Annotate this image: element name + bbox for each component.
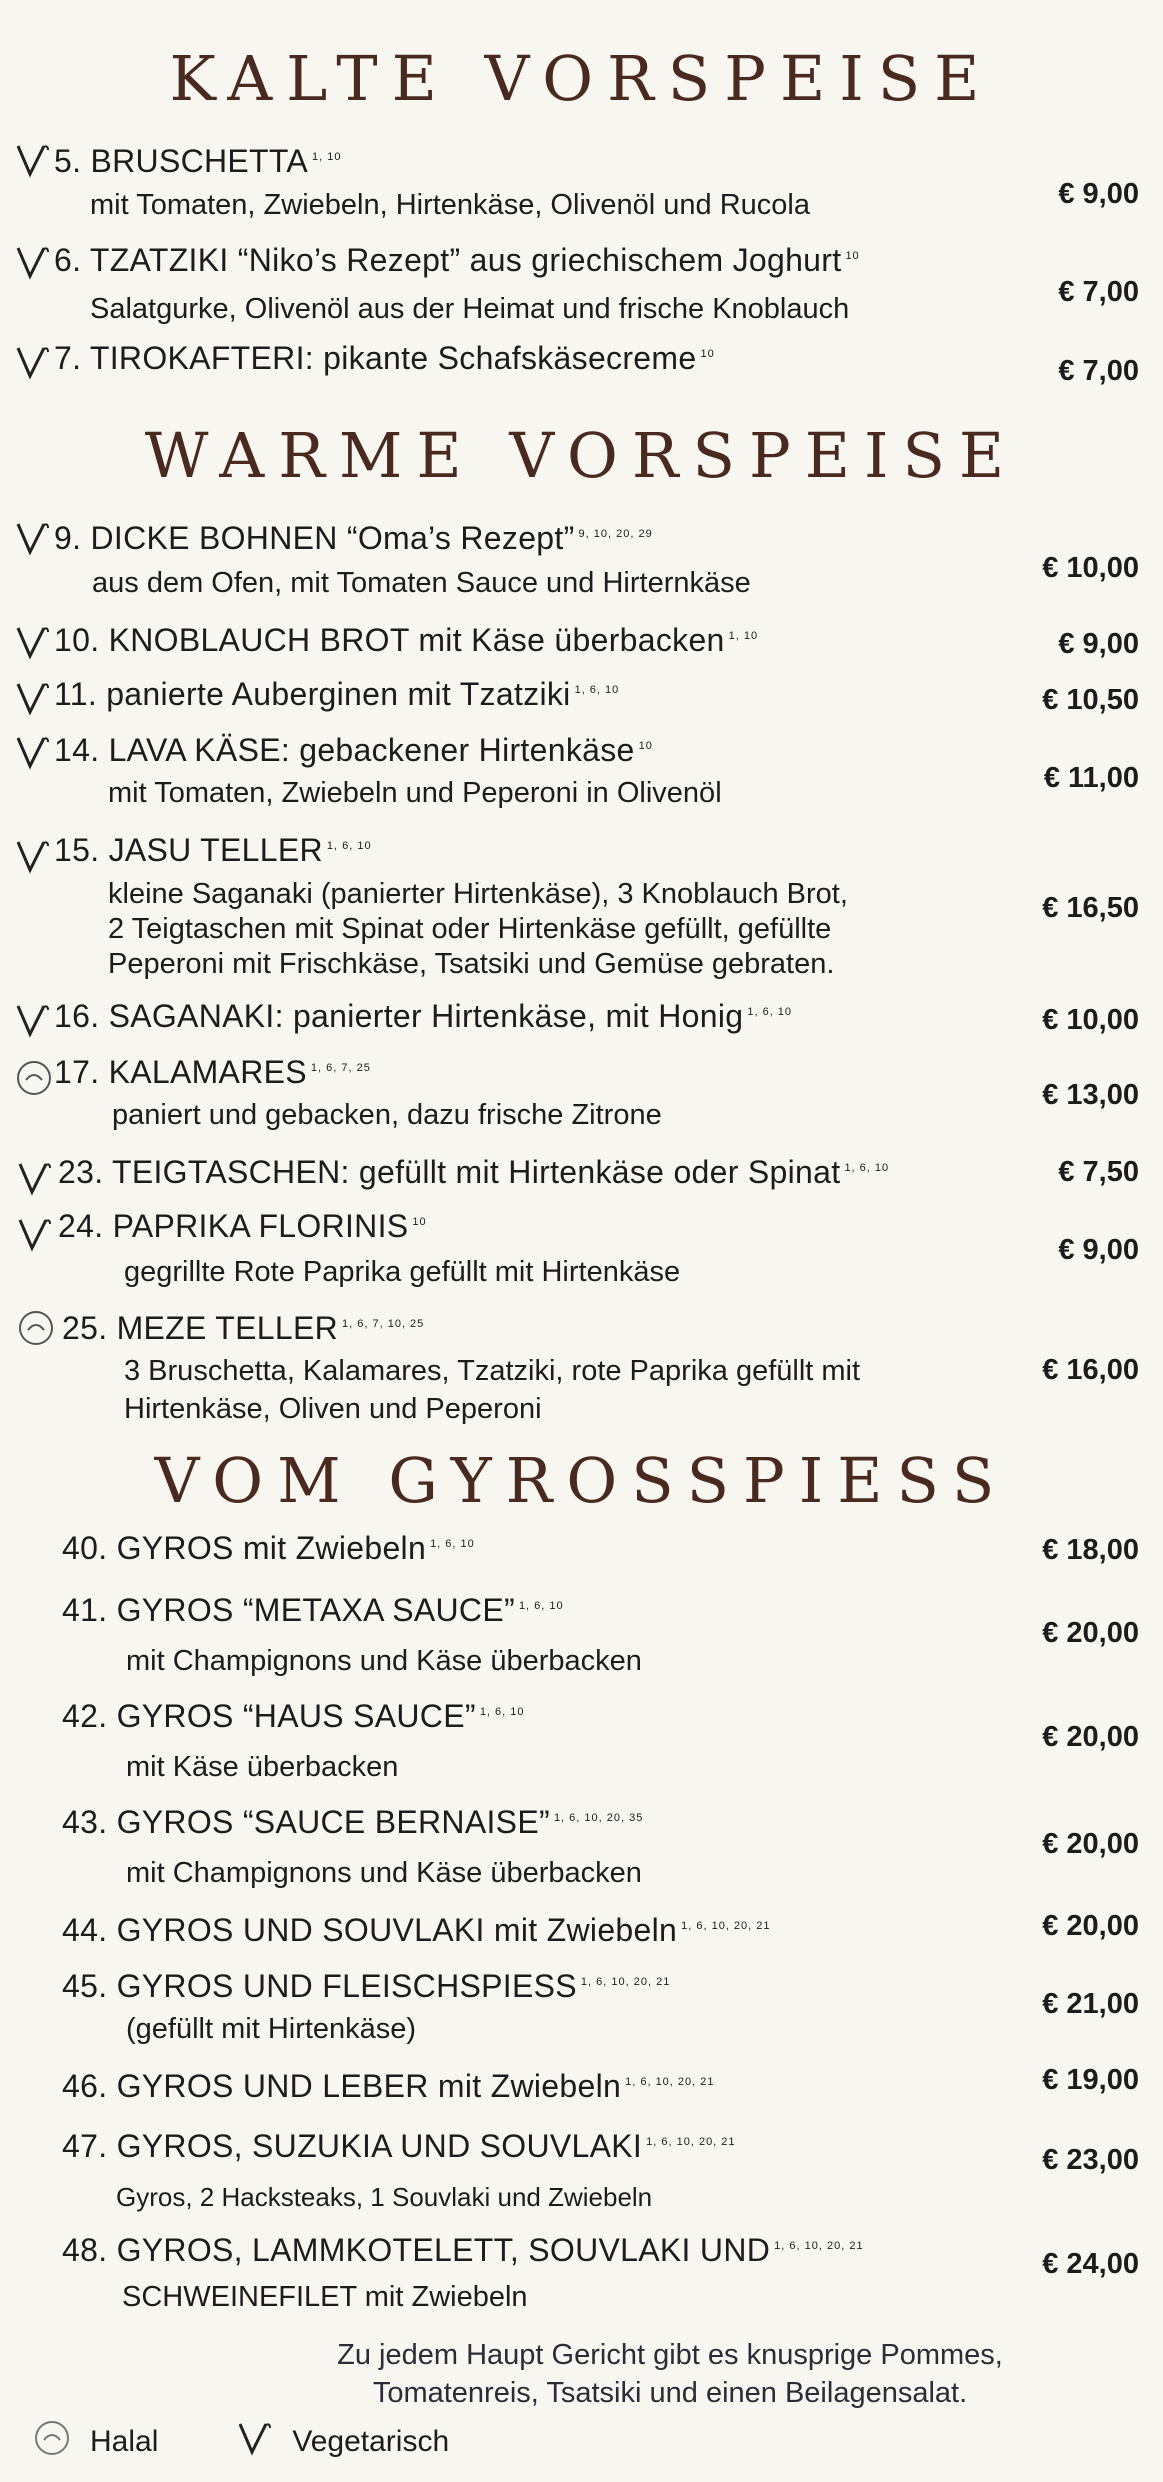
item-name: 46. GYROS UND LEBER mit Zwiebeln $^{1, 6, 10, 20, 21}$: [62, 2068, 715, 2104]
allergen-codes: 1, 10: [312, 151, 342, 164]
item-price: € 7,00: [1058, 355, 1139, 387]
vegetarian-icon: [234, 2418, 274, 2466]
allergen-codes: 1, 6, 10: [430, 1538, 475, 1551]
item-name: 6. TZATZIKI “Niko’s Rezept” aus griechischem Joghurt $^{10}$: [54, 242, 860, 278]
section-heading-gyros: VOM GYROSSPIESS: [154, 1444, 1009, 1517]
vegetarian-icon: [10, 730, 54, 774]
item-name: 17. KALAMARES $^{1, 6, 7, 25}$: [54, 1054, 371, 1090]
item-description: Gyros, 2 Hacksteaks, 1 Souvlaki und Zwiebeln: [116, 2182, 653, 2212]
item-price: € 7,00: [1058, 276, 1139, 308]
vegetarian-icon: [12, 1156, 56, 1200]
item-price: € 20,00: [1042, 1617, 1139, 1649]
item-price: € 10,00: [1042, 1004, 1139, 1036]
allergen-codes: 10: [412, 1216, 427, 1229]
allergen-codes: 1, 6, 10: [747, 1006, 793, 1019]
item-name: 43. GYROS “SAUCE BERNAISE” $^{1, 6, 10, 20, 35}$: [62, 1804, 644, 1840]
item-name: 11. panierte Auberginen mit Tzatziki $^{1, 6, 10}$: [54, 676, 620, 712]
item-name: 25. MEZE TELLER $^{1, 6, 7, 10, 25}$: [62, 1310, 425, 1346]
item-price: € 13,00: [1042, 1079, 1139, 1111]
item-description: Salatgurke, Olivenöl aus der Heimat und frische Knoblauch: [90, 293, 850, 325]
item-name: 24. PAPRIKA FLORINIS $^{10}$: [58, 1208, 427, 1244]
item-price: € 10,00: [1042, 552, 1139, 584]
allergen-codes: 9, 10, 20, 29: [578, 528, 653, 541]
item-name: 10. KNOBLAUCH BROT mit Käse überbacken $^{1, 10}$: [54, 622, 759, 658]
item-name: 40. GYROS mit Zwiebeln $^{1, 6, 10}$: [62, 1530, 475, 1566]
item-price: € 9,00: [1058, 1234, 1139, 1266]
item-price: € 9,00: [1058, 178, 1139, 210]
item-price: € 21,00: [1042, 1988, 1139, 2020]
vegetarian-icon: [10, 240, 54, 284]
vegetarian-icon: [10, 834, 54, 878]
item-price: € 24,00: [1042, 2248, 1139, 2280]
item-name: 44. GYROS UND SOUVLAKI mit Zwiebeln $^{1, 6, 10, 20, 21}$: [62, 1912, 771, 1948]
item-name: 14. LAVA KÄSE: gebackener Hirtenkäse $^{10}$: [54, 732, 653, 768]
allergen-codes: 1, 6, 10: [574, 684, 620, 697]
item-description: mit Champignons und Käse überbacken: [126, 1857, 642, 1889]
item-name: 47. GYROS, SUZUKIA UND SOUVLAKI $^{1, 6, 10, 20, 21}$: [62, 2128, 736, 2164]
allergen-codes: 1, 6, 10: [518, 1600, 564, 1613]
allergen-codes: 1, 6, 10: [844, 1162, 890, 1175]
allergen-codes: 10: [638, 740, 653, 753]
allergen-codes: 1, 6, 10, 20, 21: [646, 2136, 736, 2149]
item-name: 48. GYROS, LAMMKOTELETT, SOUVLAKI UND $^{1, 6, 10, 20, 21}$: [62, 2232, 864, 2268]
item-description: SCHWEINEFILET mit Zwiebeln: [122, 2281, 528, 2313]
item-description: gegrillte Rote Paprika gefüllt mit Hirtenkäse: [124, 1256, 681, 1288]
halal-icon: [14, 1306, 58, 1350]
item-description: paniert und gebacken, dazu frische Zitrone: [112, 1099, 662, 1131]
allergen-codes: 1, 6, 7, 25: [310, 1062, 371, 1075]
note-line: Tomatenreis, Tsatsiki und einen Beilagensalat.: [372, 2377, 968, 2409]
item-description: mit Champignons und Käse überbacken: [126, 1645, 642, 1677]
item-name: 15. JASU TELLER $^{1, 6, 10}$: [54, 832, 372, 868]
item-description: 2 Teigtaschen mit Spinat oder Hirtenkäse gefüllt, gefüllte: [108, 913, 832, 945]
allergen-codes: 1, 6, 10, 20, 21: [774, 2240, 864, 2253]
allergen-codes: 1, 6, 10: [326, 840, 372, 853]
item-price: € 7,50: [1058, 1156, 1139, 1188]
item-price: € 18,00: [1042, 1534, 1139, 1566]
item-description: kleine Saganaki (panierter Hirtenkäse), 3 Knoblauch Brot,: [108, 878, 848, 910]
item-price: € 20,00: [1042, 1721, 1139, 1753]
allergen-codes: 10: [700, 348, 715, 361]
item-price: € 9,00: [1058, 628, 1139, 660]
item-description: aus dem Ofen, mit Tomaten Sauce und Hirternkäse: [92, 567, 751, 599]
item-price: € 16,00: [1042, 1354, 1139, 1386]
item-description: (gefüllt mit Hirtenkäse): [126, 2013, 417, 2045]
item-name: 7. TIROKAFTERI: pikante Schafskäsecreme $^{10}$: [54, 340, 715, 376]
allergen-codes: 10: [845, 250, 860, 263]
allergen-codes: 1, 6, 10, 20, 21: [681, 1920, 771, 1933]
item-price: € 10,50: [1042, 684, 1139, 716]
item-description: mit Käse überbacken: [126, 1751, 399, 1783]
legend: [32, 2418, 449, 2466]
item-price: € 11,00: [1043, 762, 1139, 794]
allergen-codes: 1, 6, 7, 10, 25: [342, 1318, 425, 1331]
vegetarian-icon: [10, 138, 54, 182]
vegetarian-icon: [10, 998, 54, 1042]
allergen-codes: 1, 10: [728, 630, 759, 643]
vegetarian-icon: [10, 516, 54, 560]
section-heading-warme: WARME VORSPEISE: [144, 419, 1019, 492]
vegetarian-icon: [10, 620, 54, 664]
allergen-codes: 1, 6, 10, 20, 21: [625, 2076, 715, 2089]
vegetarian-icon: [12, 1212, 56, 1256]
vegetarian-icon: [10, 676, 54, 720]
halal-icon: [12, 1056, 56, 1100]
section-heading-kalte: KALTE VORSPEISE: [169, 42, 994, 115]
legend-halal-label: Halal: [90, 2425, 159, 2458]
item-price: € 16,50: [1042, 892, 1139, 924]
item-description: mit Tomaten, Zwiebeln, Hirtenkäse, Olivenöl und Rucola: [90, 189, 810, 221]
legend-vegetarian-label: Vegetarisch: [292, 2425, 450, 2458]
item-description: 3 Bruschetta, Kalamares, Tzatziki, rote Paprika gefüllt mit: [124, 1355, 861, 1387]
item-name: 23. TEIGTASCHEN: gefüllt mit Hirtenkäse oder Spinat $^{1, 6, 10}$: [58, 1154, 890, 1190]
side-dish-note: [260, 2336, 1080, 2412]
item-name: 45. GYROS UND FLEISCHSPIESS $^{1, 6, 10, 20, 21}$: [62, 1968, 671, 2004]
item-description: Peperoni mit Frischkäse, Tsatsiki und Gemüse gebraten.: [108, 948, 835, 980]
item-name: 42. GYROS “HAUS SAUCE” $^{1, 6, 10}$: [62, 1698, 525, 1734]
allergen-codes: 1, 6, 10, 20, 21: [580, 1976, 671, 1989]
item-name: 16. SAGANAKI: panierter Hirtenkäse, mit Honig $^{1, 6, 10}$: [54, 998, 793, 1034]
item-description: mit Tomaten, Zwiebeln und Peperoni in Olivenöl: [108, 777, 722, 809]
item-name: 9. DICKE BOHNEN “Oma’s Rezept” $^{9, 10, 20, 29}$: [54, 520, 653, 556]
item-price: € 20,00: [1042, 1828, 1139, 1860]
item-description: Hirtenkäse, Oliven und Peperoni: [124, 1393, 542, 1425]
item-price: € 23,00: [1042, 2144, 1139, 2176]
note-line: Zu jedem Haupt Gericht gibt es knusprige Pommes,: [337, 2339, 1003, 2371]
allergen-codes: 1, 6, 10, 20, 35: [553, 1812, 644, 1825]
allergen-codes: 1, 6, 10: [479, 1706, 525, 1719]
item-price: € 19,00: [1042, 2064, 1139, 2096]
item-name: 41. GYROS “METAXA SAUCE” $^{1, 6, 10}$: [62, 1592, 564, 1628]
item-name: 5. BRUSCHETTA $^{1, 10}$: [54, 143, 342, 179]
halal-icon: [32, 2418, 72, 2466]
vegetarian-icon: [10, 340, 54, 384]
item-price: € 20,00: [1042, 1910, 1139, 1942]
